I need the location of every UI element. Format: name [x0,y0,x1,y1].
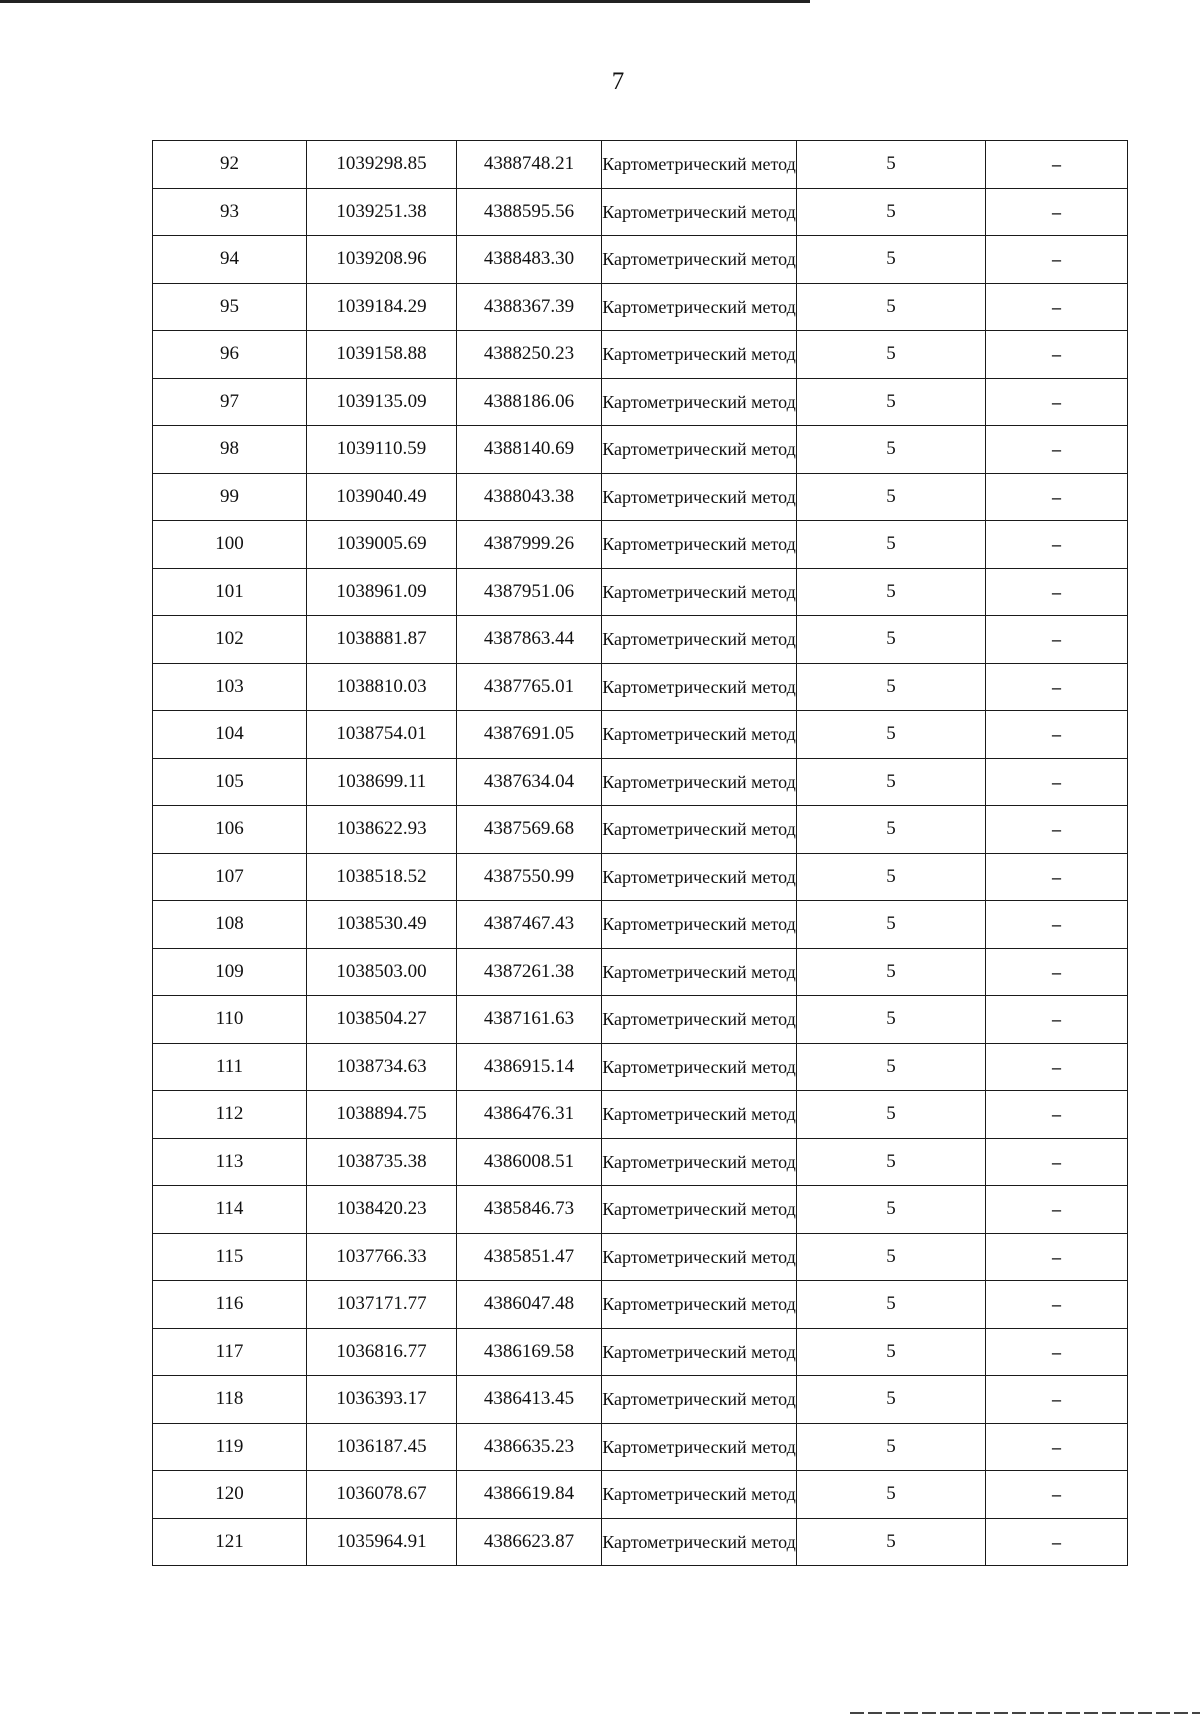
accuracy-cell: 5 [797,901,986,949]
y-coordinate-cell: 4387863.44 [457,616,602,664]
table-row [153,188,1128,236]
method-cell: Картометрический метод [602,853,797,901]
method-cell: Картометрический метод [602,711,797,759]
table-row [153,141,1128,189]
accuracy-cell: 5 [797,1233,986,1281]
x-coordinate-cell: 1039110.59 [307,426,457,474]
accuracy-cell: 5 [797,473,986,521]
point-number-cell: 105 [153,758,307,806]
note-cell: – [986,1471,1128,1519]
table-row [153,473,1128,521]
method-cell: Картометрический метод [602,758,797,806]
table-row [153,283,1128,331]
table-row [153,331,1128,379]
accuracy-cell: 5 [797,806,986,854]
y-coordinate-cell: 4388250.23 [457,331,602,379]
point-number-cell: 106 [153,806,307,854]
top-rule [0,0,810,3]
x-coordinate-cell: 1039005.69 [307,521,457,569]
note-cell: – [986,331,1128,379]
y-coordinate-cell: 4388595.56 [457,188,602,236]
accuracy-cell: 5 [797,1281,986,1329]
x-coordinate-cell: 1036187.45 [307,1423,457,1471]
method-cell: Картометрический метод [602,188,797,236]
x-coordinate-cell: 1038894.75 [307,1091,457,1139]
point-number-cell: 116 [153,1281,307,1329]
table-row [153,616,1128,664]
note-cell: – [986,473,1128,521]
x-coordinate-cell: 1036816.77 [307,1328,457,1376]
method-cell: Картометрический метод [602,806,797,854]
method-cell: Картометрический метод [602,663,797,711]
x-coordinate-cell: 1039298.85 [307,141,457,189]
x-coordinate-cell: 1036078.67 [307,1471,457,1519]
accuracy-cell: 5 [797,1091,986,1139]
point-number-cell: 114 [153,1186,307,1234]
y-coordinate-cell: 4387550.99 [457,853,602,901]
table-row [153,1043,1128,1091]
x-coordinate-cell: 1038961.09 [307,568,457,616]
point-number-cell: 93 [153,188,307,236]
table-row [153,1138,1128,1186]
accuracy-cell: 5 [797,711,986,759]
point-number-cell: 107 [153,853,307,901]
table-row [153,378,1128,426]
method-cell: Картометрический метод [602,996,797,1044]
x-coordinate-cell: 1038699.11 [307,758,457,806]
point-number-cell: 109 [153,948,307,996]
x-coordinate-cell: 1038622.93 [307,806,457,854]
x-coordinate-cell: 1037171.77 [307,1281,457,1329]
note-cell: – [986,1281,1128,1329]
point-number-cell: 101 [153,568,307,616]
table-row [153,1376,1128,1424]
point-number-cell: 102 [153,616,307,664]
accuracy-cell: 5 [797,568,986,616]
table-row [153,1186,1128,1234]
method-cell: Картометрический метод [602,378,797,426]
accuracy-cell: 5 [797,1043,986,1091]
table-row [153,1328,1128,1376]
y-coordinate-cell: 4387765.01 [457,663,602,711]
accuracy-cell: 5 [797,188,986,236]
accuracy-cell: 5 [797,1518,986,1566]
y-coordinate-cell: 4386413.45 [457,1376,602,1424]
point-number-cell: 112 [153,1091,307,1139]
accuracy-cell: 5 [797,141,986,189]
accuracy-cell: 5 [797,283,986,331]
y-coordinate-cell: 4386047.48 [457,1281,602,1329]
x-coordinate-cell: 1039040.49 [307,473,457,521]
note-cell: – [986,758,1128,806]
y-coordinate-cell: 4386476.31 [457,1091,602,1139]
y-coordinate-cell: 4388483.30 [457,236,602,284]
table-row [153,426,1128,474]
note-cell: – [986,188,1128,236]
point-number-cell: 96 [153,331,307,379]
x-coordinate-cell: 1038735.38 [307,1138,457,1186]
y-coordinate-cell: 4388367.39 [457,283,602,331]
note-cell: – [986,663,1128,711]
point-number-cell: 98 [153,426,307,474]
accuracy-cell: 5 [797,1423,986,1471]
y-coordinate-cell: 4387467.43 [457,901,602,949]
table-row [153,1091,1128,1139]
point-number-cell: 118 [153,1376,307,1424]
y-coordinate-cell: 4387951.06 [457,568,602,616]
note-cell: – [986,1043,1128,1091]
accuracy-cell: 5 [797,853,986,901]
note-cell: – [986,711,1128,759]
method-cell: Картометрический метод [602,1281,797,1329]
accuracy-cell: 5 [797,236,986,284]
y-coordinate-cell: 4387261.38 [457,948,602,996]
x-coordinate-cell: 1038518.52 [307,853,457,901]
table-row [153,996,1128,1044]
accuracy-cell: 5 [797,1328,986,1376]
y-coordinate-cell: 4387569.68 [457,806,602,854]
point-number-cell: 103 [153,663,307,711]
point-number-cell: 92 [153,141,307,189]
x-coordinate-cell: 1037766.33 [307,1233,457,1281]
accuracy-cell: 5 [797,1138,986,1186]
y-coordinate-cell: 4388748.21 [457,141,602,189]
point-number-cell: 120 [153,1471,307,1519]
point-number-cell: 119 [153,1423,307,1471]
x-coordinate-cell: 1039135.09 [307,378,457,426]
note-cell: – [986,236,1128,284]
point-number-cell: 99 [153,473,307,521]
note-cell: – [986,1423,1128,1471]
method-cell: Картометрический метод [602,1518,797,1566]
point-number-cell: 113 [153,1138,307,1186]
y-coordinate-cell: 4387999.26 [457,521,602,569]
page-number: 7 [611,68,625,95]
coordinates-table [152,140,1128,1566]
accuracy-cell: 5 [797,758,986,806]
x-coordinate-cell: 1038754.01 [307,711,457,759]
method-cell: Картометрический метод [602,1043,797,1091]
y-coordinate-cell: 4386008.51 [457,1138,602,1186]
x-coordinate-cell: 1035964.91 [307,1518,457,1566]
method-cell: Картометрический метод [602,948,797,996]
x-coordinate-cell: 1038810.03 [307,663,457,711]
accuracy-cell: 5 [797,616,986,664]
table-row [153,901,1128,949]
note-cell: – [986,141,1128,189]
y-coordinate-cell: 4388043.38 [457,473,602,521]
table-row [153,1471,1128,1519]
x-coordinate-cell: 1039184.29 [307,283,457,331]
table-row [153,236,1128,284]
point-number-cell: 95 [153,283,307,331]
y-coordinate-cell: 4387161.63 [457,996,602,1044]
note-cell: – [986,283,1128,331]
x-coordinate-cell: 1039158.88 [307,331,457,379]
y-coordinate-cell: 4386915.14 [457,1043,602,1091]
method-cell: Картометрический метод [602,616,797,664]
note-cell: – [986,426,1128,474]
table-row [153,853,1128,901]
table-row [153,948,1128,996]
x-coordinate-cell: 1038420.23 [307,1186,457,1234]
y-coordinate-cell: 4385851.47 [457,1233,602,1281]
y-coordinate-cell: 4387634.04 [457,758,602,806]
method-cell: Картометрический метод [602,331,797,379]
point-number-cell: 110 [153,996,307,1044]
x-coordinate-cell: 1039251.38 [307,188,457,236]
note-cell: – [986,853,1128,901]
table-row [153,758,1128,806]
table-row [153,663,1128,711]
method-cell: Картометрический метод [602,521,797,569]
note-cell: – [986,521,1128,569]
y-coordinate-cell: 4388140.69 [457,426,602,474]
table-row [153,1281,1128,1329]
note-cell: – [986,568,1128,616]
accuracy-cell: 5 [797,378,986,426]
note-cell: – [986,996,1128,1044]
note-cell: – [986,1186,1128,1234]
note-cell: – [986,901,1128,949]
y-coordinate-cell: 4387691.05 [457,711,602,759]
note-cell: – [986,1328,1128,1376]
y-coordinate-cell: 4386169.58 [457,1328,602,1376]
accuracy-cell: 5 [797,1471,986,1519]
accuracy-cell: 5 [797,948,986,996]
accuracy-cell: 5 [797,1186,986,1234]
accuracy-cell: 5 [797,521,986,569]
method-cell: Картометрический метод [602,236,797,284]
method-cell: Картометрический метод [602,1091,797,1139]
table-row [153,521,1128,569]
y-coordinate-cell: 4388186.06 [457,378,602,426]
method-cell: Картометрический метод [602,1328,797,1376]
table-row [153,1233,1128,1281]
table-row [153,1518,1128,1566]
note-cell: – [986,1518,1128,1566]
note-cell: – [986,1138,1128,1186]
note-cell: – [986,1376,1128,1424]
method-cell: Картометрический метод [602,1423,797,1471]
note-cell: – [986,616,1128,664]
table-row [153,806,1128,854]
point-number-cell: 121 [153,1518,307,1566]
note-cell: – [986,806,1128,854]
accuracy-cell: 5 [797,331,986,379]
note-cell: – [986,1091,1128,1139]
x-coordinate-cell: 1039208.96 [307,236,457,284]
note-cell: – [986,1233,1128,1281]
x-coordinate-cell: 1038881.87 [307,616,457,664]
note-cell: – [986,948,1128,996]
method-cell: Картометрический метод [602,141,797,189]
x-coordinate-cell: 1036393.17 [307,1376,457,1424]
bottom-rule [850,1712,1200,1714]
method-cell: Картометрический метод [602,283,797,331]
accuracy-cell: 5 [797,426,986,474]
table-row [153,1423,1128,1471]
method-cell: Картометрический метод [602,1471,797,1519]
point-number-cell: 104 [153,711,307,759]
y-coordinate-cell: 4385846.73 [457,1186,602,1234]
point-number-cell: 97 [153,378,307,426]
y-coordinate-cell: 4386635.23 [457,1423,602,1471]
table-row [153,568,1128,616]
method-cell: Картометрический метод [602,1138,797,1186]
point-number-cell: 117 [153,1328,307,1376]
accuracy-cell: 5 [797,996,986,1044]
method-cell: Картометрический метод [602,901,797,949]
x-coordinate-cell: 1038734.63 [307,1043,457,1091]
point-number-cell: 108 [153,901,307,949]
accuracy-cell: 5 [797,1376,986,1424]
point-number-cell: 100 [153,521,307,569]
method-cell: Картометрический метод [602,1186,797,1234]
x-coordinate-cell: 1038503.00 [307,948,457,996]
table-body [153,141,1128,1566]
point-number-cell: 111 [153,1043,307,1091]
point-number-cell: 115 [153,1233,307,1281]
x-coordinate-cell: 1038530.49 [307,901,457,949]
y-coordinate-cell: 4386619.84 [457,1471,602,1519]
table-row [153,711,1128,759]
method-cell: Картометрический метод [602,473,797,521]
accuracy-cell: 5 [797,663,986,711]
x-coordinate-cell: 1038504.27 [307,996,457,1044]
note-cell: – [986,378,1128,426]
method-cell: Картометрический метод [602,426,797,474]
method-cell: Картометрический метод [602,1233,797,1281]
y-coordinate-cell: 4386623.87 [457,1518,602,1566]
point-number-cell: 94 [153,236,307,284]
method-cell: Картометрический метод [602,1376,797,1424]
method-cell: Картометрический метод [602,568,797,616]
